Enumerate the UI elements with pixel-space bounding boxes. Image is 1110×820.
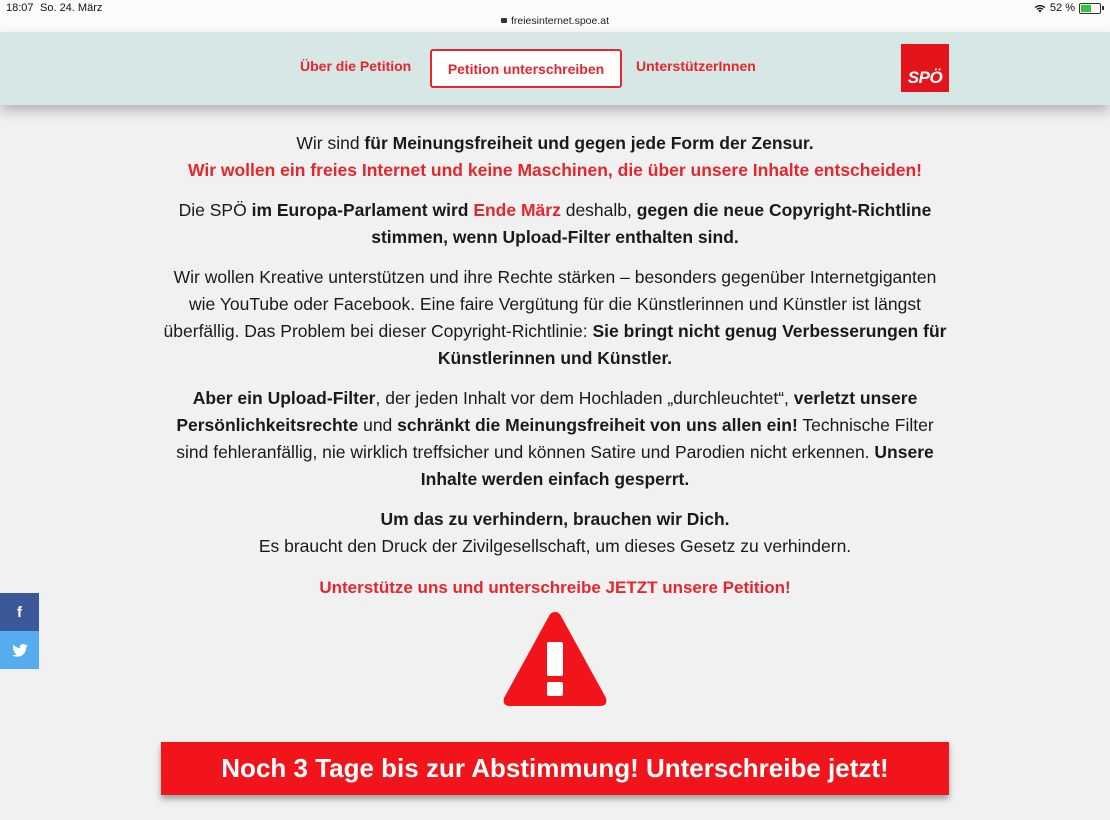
nav-about-petition[interactable]: Über die Petition — [300, 58, 412, 74]
battery-tip — [1102, 6, 1104, 10]
nav-sign-petition-button[interactable]: Petition unterschreiben — [430, 49, 622, 88]
wifi-icon — [1034, 4, 1046, 13]
address-bar[interactable] — [0, 15, 1110, 27]
url-text: freiesinternet.spoe.at — [510, 15, 610, 27]
status-bar — [0, 0, 1110, 32]
petition-text — [160, 130, 950, 614]
warning-icon — [500, 608, 610, 710]
creatives-paragraph: Wir wollen Kreative unterstützen und ihre Rechte stärken – besonders gegenüber Internetgiganten wie YouTube oder Facebook. Eine faire Vergütung für die Künstlerinnen und Künstler ist längst überfällig. Das Problem bei dieser Copyright-Richtlinie: Sie bringt nicht genug Verbesserungen für Künstlerinnen und Künstler. — [163, 267, 947, 368]
site-header — [0, 32, 1110, 105]
status-date: So. 24. März — [40, 2, 103, 14]
intro-paragraph: Wir sind für Meinungsfreiheit und gegen jede Form der Zensur. Wir wollen ein freies Internet und keine Maschinen, die über unsere Inhalte entscheiden! — [187, 133, 923, 180]
status-indicators — [1034, 2, 1104, 14]
need-you-paragraph: Um das zu verhindern, brauchen wir Dich. Es braucht den Druck der Zivilgesellschaft, um dieses Gesetz zu verhindern. — [258, 509, 852, 556]
battery-percent: 52 % — [1049, 2, 1075, 14]
lock-icon — [501, 18, 507, 23]
twitter-icon — [12, 644, 28, 657]
upload-filter-paragraph: Aber ein Upload-Filter, der jeden Inhalt vor dem Hochladen „durchleuchtet“, verletzt unsere Persönlichkeitsrechte und schränkt die Meinungsfreiheit von uns allen ein! Technische Filter sind fehleranfällig, nie wirklich treffsicher und können Satire und Parodien nicht erkennen. Unsere Inhalte werden einfach gesperrt. — [176, 388, 934, 489]
facebook-icon: f — [17, 603, 22, 621]
end-of-march-highlight: Ende März — [473, 200, 561, 220]
nav-supporters[interactable]: UnterstützerInnen — [636, 58, 756, 74]
countdown-sign-banner[interactable]: Noch 3 Tage bis zur Abstimmung! Unterschreibe jetzt! — [161, 742, 949, 795]
status-time: 18:07 — [6, 2, 34, 14]
twitter-share-button[interactable] — [0, 631, 39, 669]
call-to-action-text: Unterstütze uns und unterschreibe JETZT unsere Petition! — [319, 578, 791, 597]
battery-icon — [1079, 3, 1101, 14]
vote-paragraph: Die SPÖ im Europa-Parlament wird Ende März deshalb, gegen die neue Copyright-Richtline stimmen, wenn Upload-Filter enthalten sind. — [178, 200, 932, 247]
intro-red-statement: Wir wollen ein freies Internet und keine Maschinen, die über unsere Inhalte entscheiden! — [187, 160, 923, 180]
spoe-logo[interactable]: SPÖ — [901, 44, 949, 92]
facebook-share-button[interactable] — [0, 593, 39, 631]
